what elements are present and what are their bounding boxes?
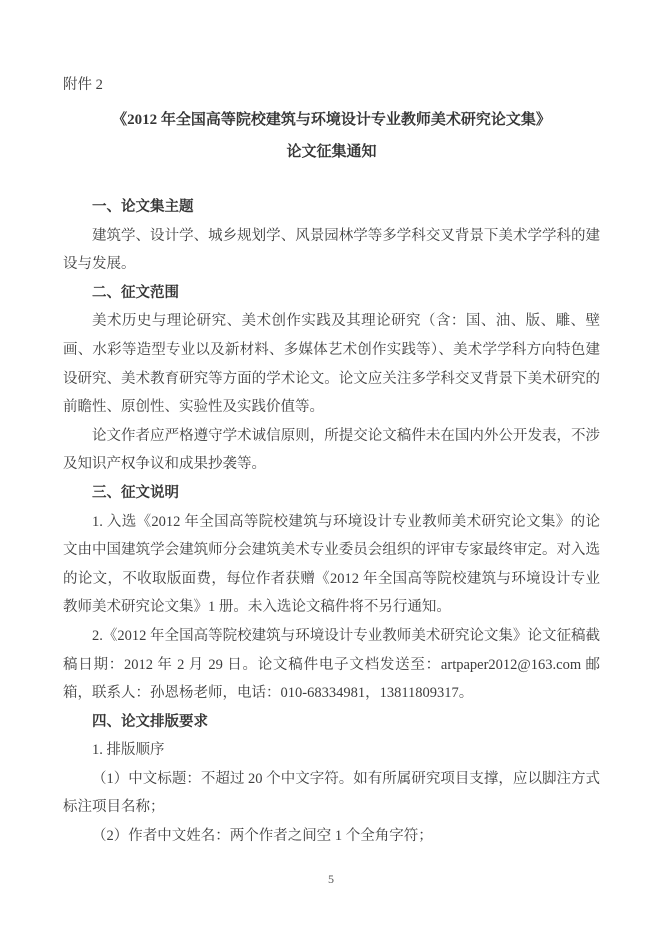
section-heading-formatting: 四、论文排版要求: [92, 713, 208, 730]
paragraph: 1. 排版顺序: [92, 742, 165, 759]
attachment-label: 附件 2: [63, 77, 103, 93]
paragraph: （1）中文标题：不超过 20 个中文字符。如有所属研究项目支撑，应以脚注方式标注项目名称；: [63, 770, 600, 816]
section-heading-topic: 一、论文集主题: [92, 199, 194, 215]
paragraph: 论文作者应严格遵守学术诚信原则，所提交论文稿件未在国内外公开发表，不涉及知识产权争议和成果抄袭等。: [63, 427, 600, 473]
paragraph: 1. 入选《2012 年全国高等院校建筑与环境设计专业教师美术研究论文集》的论文由中国建筑学会建筑师分会建筑美术专业委员会组织的评审专家最终审定。对入选的论文，不收取版面费，每位作者获赠《2012 年全国高等院校建筑与环境设计专业教师美术研究论文集》1 册。未入选论文稿件将不另行通知。: [63, 513, 600, 616]
document-subtitle: 论文征集通知: [286, 144, 377, 160]
section-heading-scope: 二、征文范围: [92, 284, 179, 301]
paragraph: 建筑学、设计学、城乡规划学、风景园林学等多学科交叉背景下美术学学科的建设与发展。: [63, 227, 600, 273]
paragraph: 美术历史与理论研究、美术创作实践及其理论研究（含：国、油、版、雕、壁画、水彩等造型专业以及新材料、多媒体艺术创作实践等）、美术学学科方向特色建设研究、美术教育研究等方面的学术论文。论文应关注多学科交叉背景下美术研究的前瞻性、原创性、实验性及实践价值等。: [63, 313, 600, 416]
paragraph: （2）作者中文姓名：两个作者之间空 1 个全角字符；: [92, 828, 433, 845]
paragraph: 2.《2012 年全国高等院校建筑与环境设计专业教师美术研究论文集》论文征稿截稿日期：2012 年 2 月 29 日。论文稿件电子文档发送至：artpaper2012@163.com 邮箱，联系人：孙恩杨老师，电话：010-68334981，13811809317。: [63, 627, 600, 702]
page-number: 5: [328, 872, 334, 886]
document-body: [63, 193, 600, 851]
document-title: 《2012 年全国高等院校建筑与环境设计专业教师美术研究论文集》: [112, 112, 551, 128]
section-heading-instructions: 三、征文说明: [92, 484, 179, 501]
